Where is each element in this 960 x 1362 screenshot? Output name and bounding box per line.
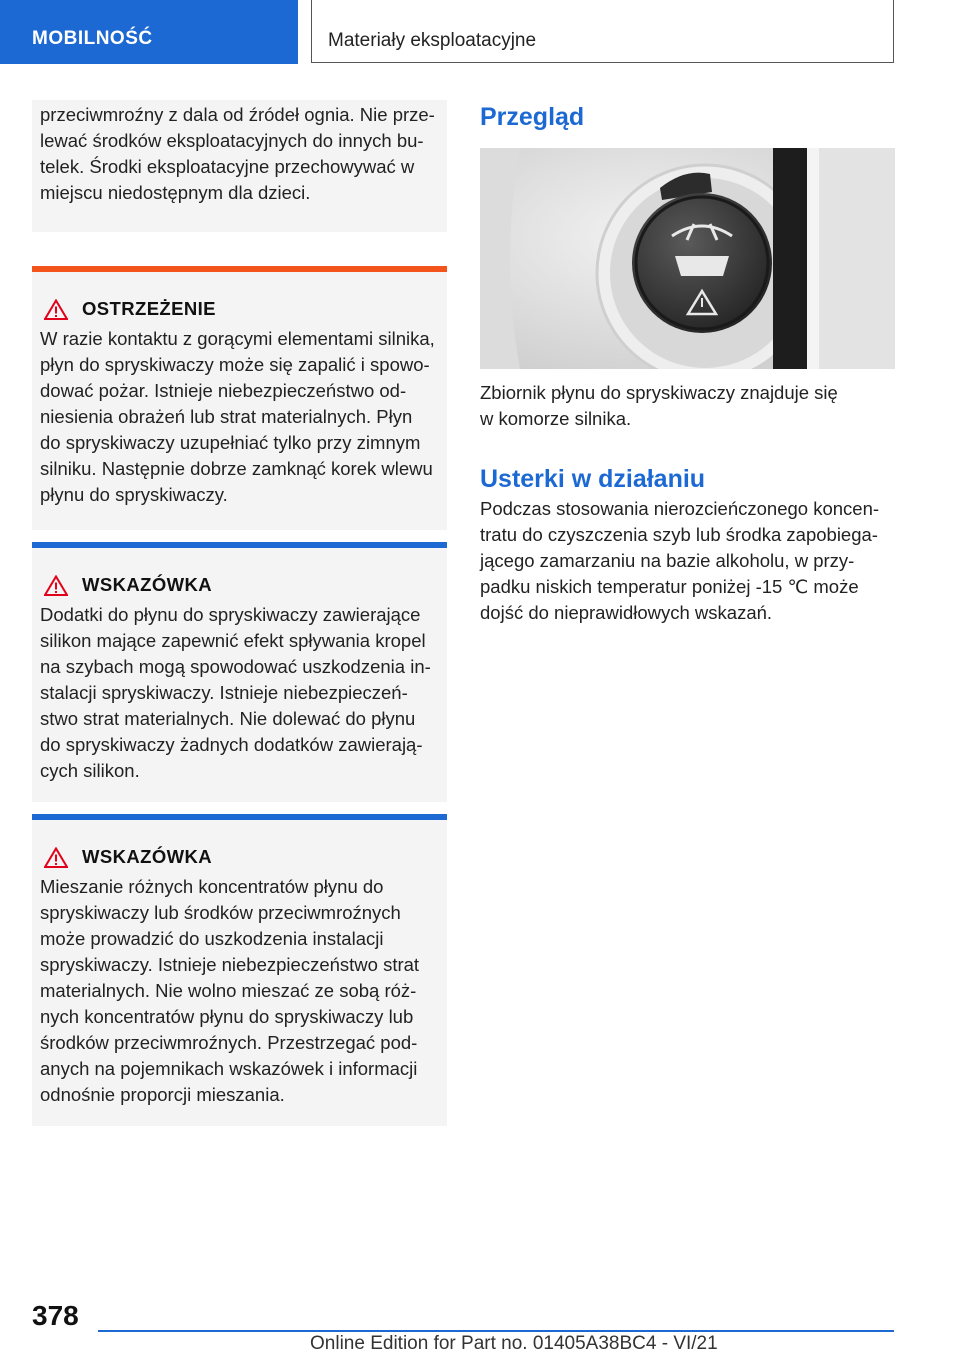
footer-divider — [98, 1330, 894, 1332]
note-box — [32, 548, 447, 802]
intro-block — [32, 100, 447, 232]
section-title: MOBILNOŚĆ — [32, 28, 153, 49]
text-line: Mieszanie różnych koncentratów płynu do — [40, 876, 384, 897]
text-line: W razie kontaktu z gorącymi elementami silnika, — [40, 328, 435, 349]
edition-text: Online Edition for Part no. 01405A38BC4 - VI/21 — [310, 1333, 718, 1354]
text-line: silniku. Następnie dobrze zamknąć korek wlewu — [40, 458, 433, 479]
overview-heading: Przegląd — [480, 103, 585, 131]
text-line: silikon mające zapewnić efekt spływania kropel — [40, 630, 426, 651]
left-column — [32, 100, 447, 1126]
right-column — [480, 100, 895, 626]
page-number: 378 — [32, 1300, 79, 1331]
text-line: płyn do spryskiwaczy może się zapalić i spowo- — [40, 354, 430, 375]
text-line: Zbiornik płynu do spryskiwaczy znajduje się — [480, 382, 838, 403]
text-line: odnośnie proporcji mieszania. — [40, 1084, 285, 1105]
note-title: WSKAZÓWKA — [82, 574, 212, 595]
washer-reservoir-photo — [480, 148, 895, 369]
chapter-header — [311, 0, 894, 63]
text-line: nych koncentratów płynu do spryskiwaczy lub — [40, 1006, 414, 1027]
warning-box — [32, 272, 447, 530]
text-line: materialnych. Nie wolno mieszać ze sobą róż- — [40, 980, 417, 1001]
text-line: miejscu niedostępnym dla dzieci. — [40, 182, 311, 203]
text-line: do spryskiwaczy uzupełniać tylko przy zimnym — [40, 432, 421, 453]
text-line: lewać środków eksploatacyjnych do innych bu- — [40, 130, 424, 151]
warning-triangle-icon — [44, 847, 68, 868]
chapter-title: Materiały eksploatacyjne — [328, 30, 537, 51]
washer-cap-illustration — [480, 148, 895, 369]
text-line: telek. Środki eksploatacyjne przechowywać w — [40, 156, 415, 177]
text-line: może prowadzić do uszkodzenia instalacji — [40, 928, 384, 949]
text-line: w komorze silnika. — [480, 408, 632, 429]
text-line: Dodatki do płynu do spryskiwaczy zawierające — [40, 604, 421, 625]
text-line: spryskiwaczy. Istnieje niebezpieczeństwo strat — [40, 954, 420, 975]
text-line: jącego zamarzaniu na bazie alkoholu, w przy- — [480, 550, 855, 571]
text-line: do spryskiwaczy żadnych dodatków zawierają- — [40, 734, 423, 755]
faults-heading: Usterki w działaniu — [480, 465, 706, 493]
text-line: cych silikon. — [40, 760, 140, 781]
text-line: na szybach mogą spowodować uszkodzenia in- — [40, 656, 431, 677]
text-line: spryskiwaczy lub środków przeciwmroźnych — [40, 902, 401, 923]
section-tab — [0, 0, 298, 64]
text-line: niesienia obrażeń lub strat materialnych. Płyn — [40, 406, 413, 427]
text-line: przeciwmroźny z dala od źródeł ognia. Nie prze- — [40, 104, 435, 125]
note-title: OSTRZEŻENIE — [82, 298, 216, 319]
text-line: padku niskich temperatur poniżej -15 ℃ może — [480, 576, 859, 597]
warning-triangle-icon — [44, 299, 68, 320]
note-box — [32, 820, 447, 1126]
text-line: anych na pojemnikach wskazówek i informacji — [40, 1058, 418, 1079]
warning-triangle-icon — [44, 575, 68, 596]
text-line: dojść do nieprawidłowych wskazań. — [480, 602, 773, 623]
text-line: stwo strat materialnych. Nie dolewać do płynu — [40, 708, 416, 729]
text-line: Podczas stosowania nierozcieńczonego koncen- — [480, 498, 880, 519]
text-line: tratu do czyszczenia szyb lub środka zapobiega- — [480, 524, 878, 545]
text-line: stalacji spryskiwaczy. Istnieje niebezpieczeń- — [40, 682, 408, 703]
text-line: płynu do spryskiwaczy. — [40, 484, 228, 505]
note-title: WSKAZÓWKA — [82, 846, 212, 867]
text-line: środków przeciwmroźnych. Przestrzegać pod- — [40, 1032, 418, 1053]
text-line: dować pożar. Istnieje niebezpieczeństwo od- — [40, 380, 407, 401]
